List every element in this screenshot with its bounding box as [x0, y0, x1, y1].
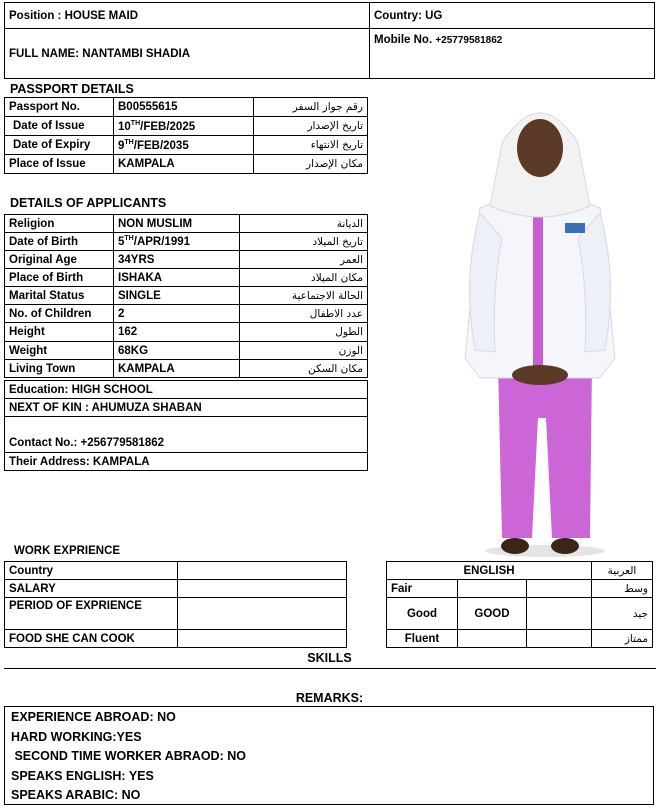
marital-label: Marital Status: [5, 287, 114, 305]
passport-no-label: Passport No.: [5, 98, 114, 117]
passport-title: PASSPORT DETAILS: [10, 82, 134, 96]
education-text: Education: HIGH SCHOOL: [5, 381, 368, 399]
hands: [512, 365, 568, 385]
fair-label: Fair: [387, 580, 458, 598]
dob-value: 5TH/APR/1991: [114, 233, 240, 251]
expiry-date-value: 9TH/FEB/2035: [114, 136, 254, 155]
passport-no-value: B00555615: [114, 98, 254, 117]
issue-date-value: 10TH/FEB/2025: [114, 117, 254, 136]
children-value: 2: [114, 305, 240, 323]
language-table: [386, 561, 653, 648]
good-arabic: جيد: [592, 598, 653, 630]
mobile-value: +25779581862: [435, 35, 503, 46]
left-shoe: [501, 538, 529, 554]
place-of-issue-arabic: مكان الإصدار: [254, 155, 368, 174]
trousers: [498, 363, 592, 538]
children-arabic: عدد الاطفال: [240, 305, 368, 323]
right-shoe: [551, 538, 579, 554]
age-value: 34YRS: [114, 251, 240, 269]
mobile-label: Mobile No.: [374, 34, 436, 46]
work-period-label: PERIOD OF EXPRIENCE: [5, 598, 178, 630]
english-header: ENGLISH: [387, 562, 592, 580]
birthplace-label: Place of Birth: [5, 269, 114, 287]
marital-value: SINGLE: [114, 287, 240, 305]
issue-date-label: Date of Issue: [5, 117, 114, 136]
fluent-label: Fluent: [387, 630, 458, 648]
children-label: No. of Children: [5, 305, 114, 323]
weight-arabic: الوزن: [240, 342, 368, 360]
work-food-value: [178, 630, 347, 648]
work-salary-label: SALARY: [5, 580, 178, 598]
expiry-date-arabic: تاريخ الانتهاء: [254, 136, 368, 155]
applicant-table: [4, 214, 368, 378]
work-title: WORK EXPRIENCE: [14, 545, 121, 557]
good-english: GOOD: [458, 598, 527, 630]
work-country-label: Country: [5, 562, 178, 580]
position-cell: [5, 3, 370, 29]
country-cell: [370, 3, 655, 29]
issue-date-arabic: تاريخ الإصدار: [254, 117, 368, 136]
remarks-box: [4, 706, 654, 805]
remarks-title: REMARKS:: [295, 691, 364, 705]
position-text: Position : HOUSE MAID: [9, 9, 139, 22]
work-country-value: [178, 562, 347, 580]
religion-arabic: الديانة: [240, 215, 368, 233]
age-label: Original Age: [5, 251, 114, 269]
fair-arabic: وسط: [592, 580, 653, 598]
full-name-cell: [5, 29, 370, 79]
next-of-kin-text: NEXT OF KIN : AHUMUZA SHABAN: [5, 399, 368, 417]
fluent-blank: [527, 630, 592, 648]
good-blank: [527, 598, 592, 630]
work-table: [4, 561, 347, 648]
living-town-arabic: مكان السكن: [240, 360, 368, 378]
passport-table: [4, 97, 368, 174]
birthplace-value: ISHAKA: [114, 269, 240, 287]
weight-label: Weight: [5, 342, 114, 360]
country-text: Country: UG: [374, 9, 443, 22]
address-text: Their Address: KAMPALA: [5, 453, 368, 471]
height-arabic: الطول: [240, 323, 368, 342]
expiry-date-label: Date of Expiry: [5, 136, 114, 155]
birthplace-arabic: مكان الميلاد: [240, 269, 368, 287]
age-arabic: العمر: [240, 251, 368, 269]
fluent-english: [458, 630, 527, 648]
remark-line: SPEAKS ARABIC: NO: [11, 788, 141, 802]
applicant-photo: [440, 88, 640, 558]
place-of-issue-label: Place of Issue: [5, 155, 114, 174]
remark-line: HARD WORKING:YES: [11, 729, 142, 744]
work-salary-value: [178, 580, 347, 598]
full-name-text: FULL NAME: NANTAMBI SHADIA: [9, 47, 191, 60]
good-label: Good: [387, 598, 458, 630]
religion-value: NON MUSLIM: [114, 215, 240, 233]
applicant-title: DETAILS OF APPLICANTS: [10, 196, 167, 210]
weight-value: 68KG: [114, 342, 240, 360]
height-value: 162: [114, 323, 240, 342]
height-label: Height: [5, 323, 114, 342]
kin-table: [4, 380, 368, 471]
fair-english: [458, 580, 527, 598]
marital-arabic: الحالة الاجتماعية: [240, 287, 368, 305]
fair-blank: [527, 580, 592, 598]
arabic-header: العربية: [592, 562, 653, 580]
living-town-label: Living Town: [5, 360, 114, 378]
remark-line: SECOND TIME WORKER ABRAOD: NO: [11, 749, 246, 763]
place-of-issue-value: KAMPALA: [114, 155, 254, 174]
work-period-value: [178, 598, 347, 630]
header-table: [4, 2, 655, 79]
living-town-value: KAMPALA: [114, 360, 240, 378]
contact-text: Contact No.: +256779581862: [5, 417, 368, 453]
religion-label: Religion: [5, 215, 114, 233]
remark-line: EXPERIENCE ABROAD: NO: [11, 710, 176, 724]
dob-arabic: تاريخ الميلاد: [240, 233, 368, 251]
work-food-label: FOOD SHE CAN COOK: [5, 630, 178, 648]
mobile-cell: [370, 29, 655, 79]
skills-title: SKILLS: [307, 651, 352, 665]
remark-line: SPEAKS ENGLISH: YES: [11, 768, 154, 783]
face: [517, 119, 563, 177]
dob-label: Date of Birth: [5, 233, 114, 251]
passport-no-arabic: رقم جواز السفر: [254, 98, 368, 117]
skills-divider: [4, 668, 656, 669]
fluent-arabic: ممتاز: [592, 630, 653, 648]
